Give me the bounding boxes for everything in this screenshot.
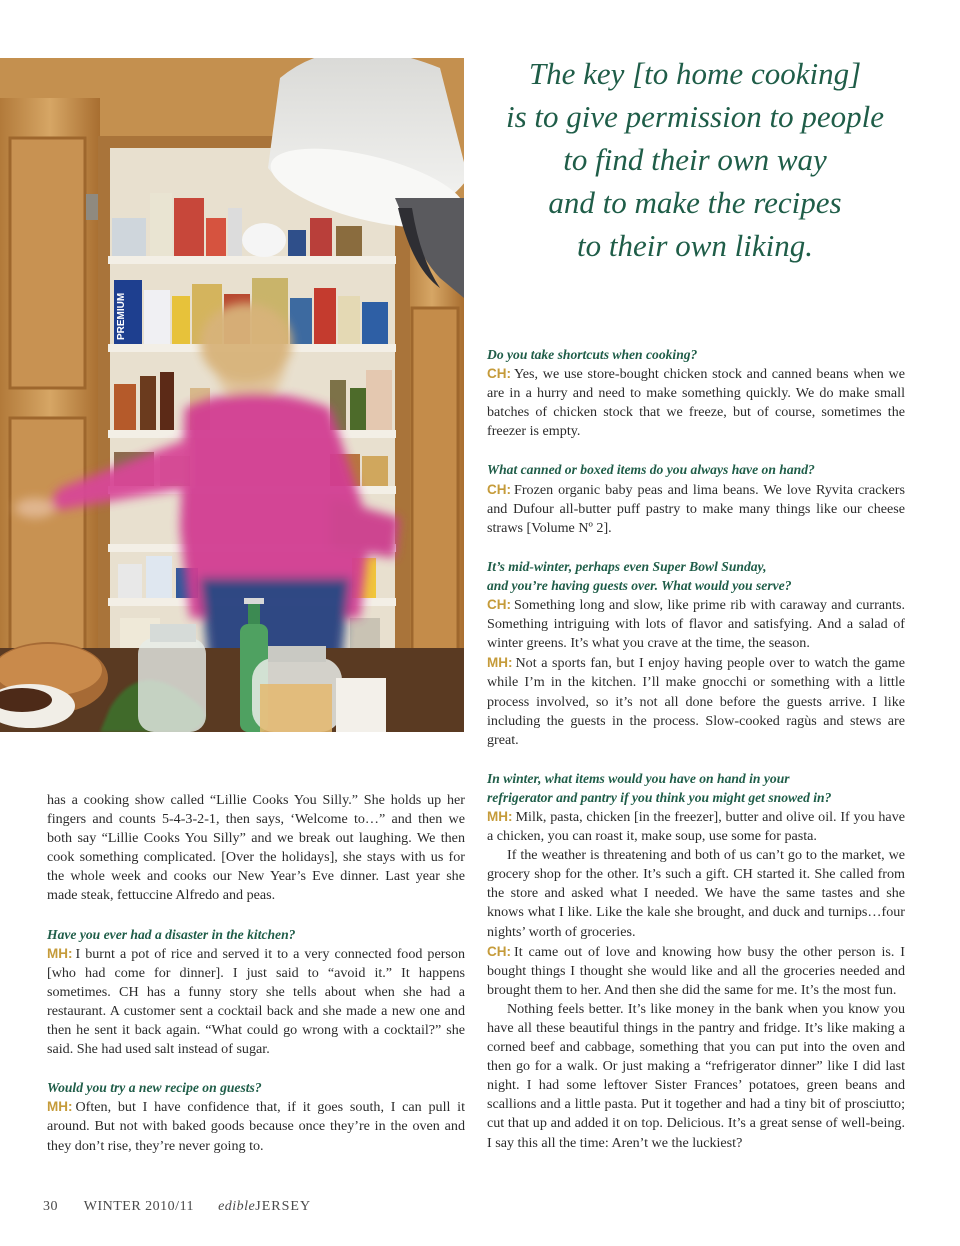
answer-paragraph [487,653,905,749]
answer-text: Something long and slow, like prime rib with caraway and currants. Something intriguing with lots of flavor and satisfying. And a salad of winter greens. It’s what you crave at the time, the season. [487,597,905,652]
answer-paragraph [47,944,465,1060]
speaker-label: MH: [487,655,513,671]
answer-paragraph [487,364,905,441]
body-paragraph: If the weather is threatening and both of us can’t go to the market, we grocery shop for the other. It’s such a gift. CH started it. She called from the store and asked what I needed. We have the same tastes and she knows what I like. Like the kale she brought, and duck and turnips…four nights’ worth of groceries. [487,847,905,940]
glass-jar-left [138,624,206,732]
speaker-label: CH: [487,366,511,382]
question-midwinter [487,557,905,595]
body-paragraph: Nothing feels better. It’s like money in the bank when you know you have all these beautiful things in the pantry and fridge. It’s like making a corned beef and cabbage, something that you can put into the oven and then go for a walk. Or just making a “refrigerator dinner” like I did last night. I had some leftover Sister Frances’ potatoes, green beans and scallions and a little pasta. Put it together and had a tiny bit of prosciutto; cut that up and added it on top. Delicious. It’s a great sense of well-being. I say this all the time: Aren’t we the luckiest? [487,1000,905,1151]
question-new-recipe: Would you try a new recipe on guests? [47,1080,262,1096]
issue-label: WINTER 2010/11 [83,1199,195,1214]
answer-paragraph [487,807,905,846]
right-column [487,345,905,1153]
pull-quote-line: is to give permission to people [506,99,884,134]
answer-text: Often, but I have confidence that, if it goes south, I can pull it around. But not with baked goods because once they’re in the oven and they don’t rise, they’re never going to. [47,1099,465,1154]
speaker-label: CH: [487,481,511,497]
answer-paragraph [487,480,905,538]
left-column [47,791,465,1156]
question-line: and you’re having guests over. What would you serve? [487,577,792,593]
question-snowed-in [487,769,905,807]
magazine-name-jersey: JERSEY [255,1199,312,1214]
speaker-label: CH: [487,943,511,959]
pull-quote-line: The key [to home cooking] [528,56,862,91]
speaker-label: MH: [487,808,513,824]
answer-paragraph [47,1097,465,1155]
magazine-name-edible: edible [218,1199,256,1214]
answer-text: Frozen organic baby peas and lima beans. We love Ryvita crackers and Dufour all-butter puff pastry to make many things like our cheese straws [Volume Nº 2]. [487,481,905,536]
pull-quote-line: and to make the recipes [548,185,842,220]
pantry-photo [0,58,464,732]
page-footer [43,1199,311,1215]
answer-paragraph [487,942,905,1000]
answer-text: Milk, pasta, chicken [in the freezer], butter and olive oil. If you have a chicken, you can roast it, make soup, use some for pasta. [487,808,905,845]
body-paragraph: has a cooking show called “Lillie Cooks You Silly.” She holds up her fingers and counts 5-4-3-2-1, then says, ‘Welcome to…” and then we both say “Lillie Cooks You Silly” and we break out laughing. We then cook something complicated. [Over the holidays], she stays with us for the whole week and cooks our New Year’s Eve dinner. Last year she made steak, fettuccine Alfredo and peas. [47,792,465,904]
question-disaster: Have you ever had a disaster in the kitchen? [47,926,296,942]
speaker-label: MH: [47,945,73,961]
answer-text: Not a sports fan, but I enjoy having people over to watch the game while I’m in the kitchen. I’ll make gnocchi or something with a little process involved, so it’s not all done before the guests arrive. I like including the guests in the process. Slow-cooked ragùs and stews are great. [487,655,905,748]
answer-text: I burnt a pot of rice and served it to a very connected food person [who had come for dinner]. I just said to “avoid it.” It happens sometimes. CH has a funny story she tells about when she had a restaurant. A customer sent a cocktail back and she made a new one and then he sent it back again. “What could go wrong with a cocktail?” she said. She had used salt instead of sugar. [47,945,465,1058]
page-number: 30 [43,1199,58,1214]
question-line: refrigerator and pantry if you think you might get snowed in? [487,789,832,805]
question-line: In winter, what items would you have on hand in your [487,770,790,786]
question-shortcuts: Do you take shortcuts when cooking? [487,347,698,362]
pantry-illustration [0,58,464,732]
answer-text: It came out of love and knowing how busy the other person is. I bought things I thought she would like and all the groceries needed and brought them to her. And then she did the same for me. It’s the most fun. [487,943,905,998]
speaker-label: MH: [47,1099,73,1115]
answer-paragraph [487,595,905,653]
premium-box-label: PREMIUM [116,292,127,340]
question-canned-items: What canned or boxed items do you always have on hand? [487,462,815,478]
pull-quote-line: to their own liking. [577,228,813,263]
answer-text: Yes, we use store-bought chicken stock and canned beans when we are in a hurry and need to make something quickly. We do make small batches of chicken stock that we freeze, but of course, sometimes the freezer is empty. [487,366,905,440]
speaker-label: CH: [487,597,511,613]
pull-quote [478,52,912,267]
pull-quote-line: to find their own way [563,142,827,177]
question-line: It’s mid-winter, perhaps even Super Bowl Sunday, [487,558,767,574]
